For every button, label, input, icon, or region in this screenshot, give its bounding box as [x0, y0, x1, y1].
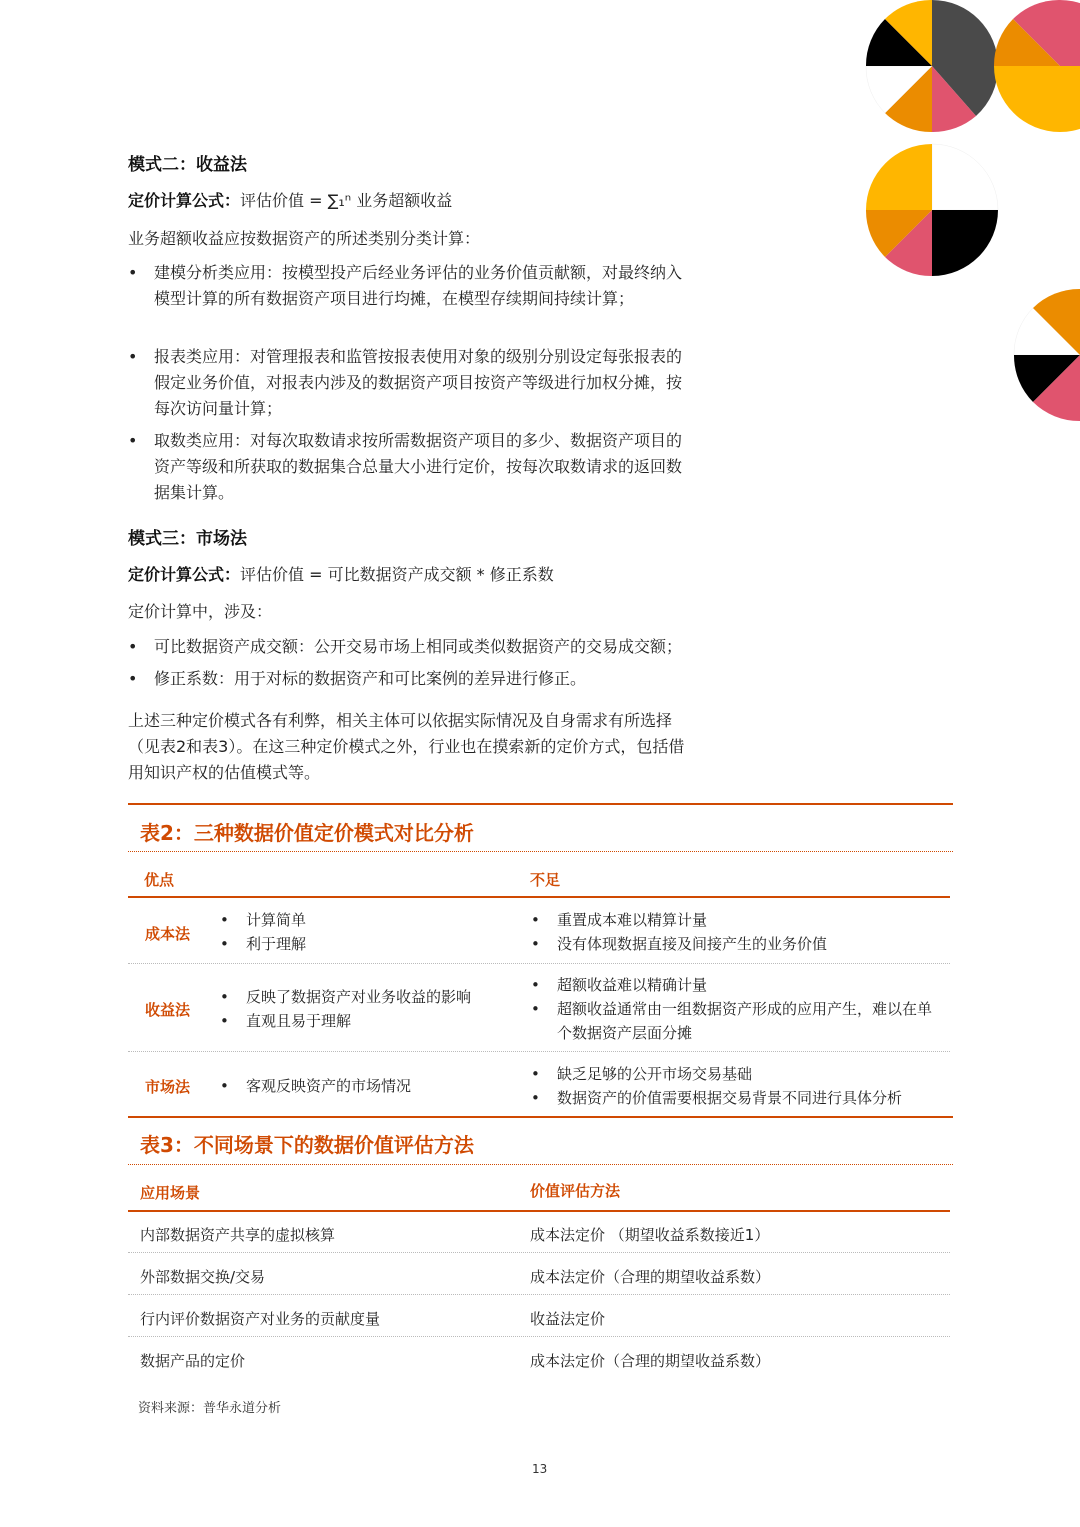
table2-row-divider [128, 1051, 950, 1052]
pie-circle-2 [994, 0, 1080, 132]
table2-title-divider [128, 851, 953, 852]
list-item: • 反映了数据资产对业务收益的影响 [220, 985, 510, 1009]
table3-row-divider [128, 1252, 950, 1253]
summary-paragraph: 上述三种定价模式各有利弊，相关主体可以依据实际情况及自身需求有所选择（见表2和表3）。在这三种定价模式之外，行业也在摸索新的定价方式，包括借用知识产权的估值模式等。 [128, 711, 685, 782]
table3-method-cell: 成本法定价 （期望收益系数接近1） [530, 1226, 770, 1244]
list-item: • 缺乏足够的公开市场交易基础 [531, 1062, 951, 1086]
page-number: 13 [532, 1462, 548, 1476]
table3-title: 表3：不同场景下的数据价值评估方法 [140, 1133, 474, 1157]
mode2-bullet-3 [128, 428, 694, 506]
list-item: • 计算简单 [220, 908, 510, 932]
table3-method-cell: 成本法定价（合理的期望收益系数） [530, 1352, 771, 1370]
table3-scene-cell: 数据产品的定价 [140, 1352, 246, 1370]
mode3-heading: 模式三：市场法 [128, 529, 247, 549]
table2-cons-cell [531, 973, 943, 1045]
table3-scene-cell: 内部数据资产共享的虚拟核算 [140, 1226, 336, 1244]
table3-top-rule [128, 1116, 953, 1118]
mode2-formula [128, 188, 452, 211]
pie-circle-3 [866, 144, 998, 276]
table3-method-cell: 成本法定价（合理的期望收益系数） [530, 1268, 771, 1286]
list-item: • 数据资产的价值需要根据交易背景不同进行具体分析 [531, 1086, 951, 1110]
table3-col-method: 价值评估方法 [530, 1182, 621, 1200]
table3-row-divider [128, 1336, 950, 1337]
bullet-icon: • [128, 669, 138, 688]
mode2-heading: 模式二：收益法 [128, 155, 247, 175]
mode2-bullet-text: 取数类应用：对每次取数请求按所需数据资产项目的多少、数据资产项目的资产等级和所获取的数据集合总量大小进行定价，按每次取数请求的返回数据集计算。 [154, 431, 683, 502]
mode2-bullet-2 [128, 344, 694, 422]
pie-circle-1 [866, 0, 998, 132]
mode2-bullet-1 [128, 260, 694, 312]
table2-cons-cell [531, 908, 951, 956]
table3-header-rule [128, 1210, 950, 1212]
table2-row-label: 收益法 [145, 1001, 191, 1019]
list-item: • 直观且易于理解 [220, 1009, 510, 1033]
list-item: • 重置成本难以精算计量 [531, 908, 951, 932]
table3-col-scene: 应用场景 [140, 1184, 201, 1202]
table2-cons-cell [531, 1062, 951, 1110]
mode3-bullet-text: 修正系数：用于对标的数据资产和可比案例的差异进行修正。 [154, 669, 587, 688]
table2-row-label: 成本法 [145, 925, 191, 943]
mode3-bullet-2 [128, 666, 694, 692]
table2-pros-cell [220, 1074, 510, 1098]
table2-row-label: 市场法 [145, 1078, 191, 1096]
table2-row-divider [128, 963, 950, 964]
table2-pros-cell [220, 908, 510, 956]
mode3-formula [128, 562, 554, 585]
list-item: • 客观反映资产的市场情况 [220, 1074, 510, 1098]
source-note: 资料来源：普华永道分析 [138, 1401, 282, 1416]
mode2-bullet-text: 建模分析类应用：按模型投产后经业务评估的业务价值贡献额，对最终纳入模型计算的所有数据资产项目进行均摊，在模型存续期间持续计算； [154, 263, 683, 308]
bullet-icon: • [128, 263, 138, 282]
mode3-intro: 定价计算中，涉及： [128, 602, 273, 621]
table2-title: 表2：三种数据价值定价模式对比分析 [140, 821, 474, 845]
table3-method-cell: 收益法定价 [530, 1310, 606, 1328]
decorative-pie-graphics [860, 0, 1080, 430]
mode2-formula-text: 评估价值 = ∑₁ⁿ 业务超额收益 [240, 191, 453, 210]
table3-row-divider [128, 1294, 950, 1295]
table2-header-rule [128, 896, 950, 898]
mode3-bullet-text: 可比数据资产成交额：公开交易市场上相同或类似数据资产的交易成交额； [154, 637, 683, 656]
mode3-formula-label: 定价计算公式： [128, 565, 241, 584]
table2-pros-cell [220, 985, 510, 1033]
mode3-formula-text: 评估价值 = 可比数据资产成交额 * 修正系数 [240, 565, 554, 584]
pie-circle-4 [1014, 289, 1080, 421]
bullet-icon: • [128, 637, 138, 656]
list-item: • 没有体现数据直接及间接产生的业务价值 [531, 932, 951, 956]
table2-top-rule [128, 803, 953, 805]
table2-col-cons: 不足 [530, 871, 561, 889]
mode2-formula-label: 定价计算公式： [128, 191, 241, 210]
table2-col-pros: 优点 [144, 871, 175, 889]
table3-scene-cell: 行内评价数据资产对业务的贡献度量 [140, 1310, 381, 1328]
list-item: • 超额收益难以精确计量 [531, 973, 943, 997]
mode2-bullet-text: 报表类应用：对管理报表和监管按报表使用对象的级别分别设定每张报表的假定业务价值，对报表内涉及的数据资产项目按资产等级进行加权分摊，按每次访问量计算； [154, 347, 683, 418]
mode2-intro: 业务超额收益应按数据资产的所述类别分类计算： [128, 229, 481, 248]
table3-title-divider [128, 1164, 953, 1165]
bullet-icon: • [128, 347, 138, 366]
list-item: • 超额收益通常由一组数据资产形成的应用产生，难以在单个数据资产层面分摊 [531, 997, 943, 1045]
list-item: • 利于理解 [220, 932, 510, 956]
bullet-icon: • [128, 431, 138, 450]
table3-scene-cell: 外部数据交换/交易 [140, 1268, 266, 1286]
mode3-bullet-1 [128, 634, 734, 660]
